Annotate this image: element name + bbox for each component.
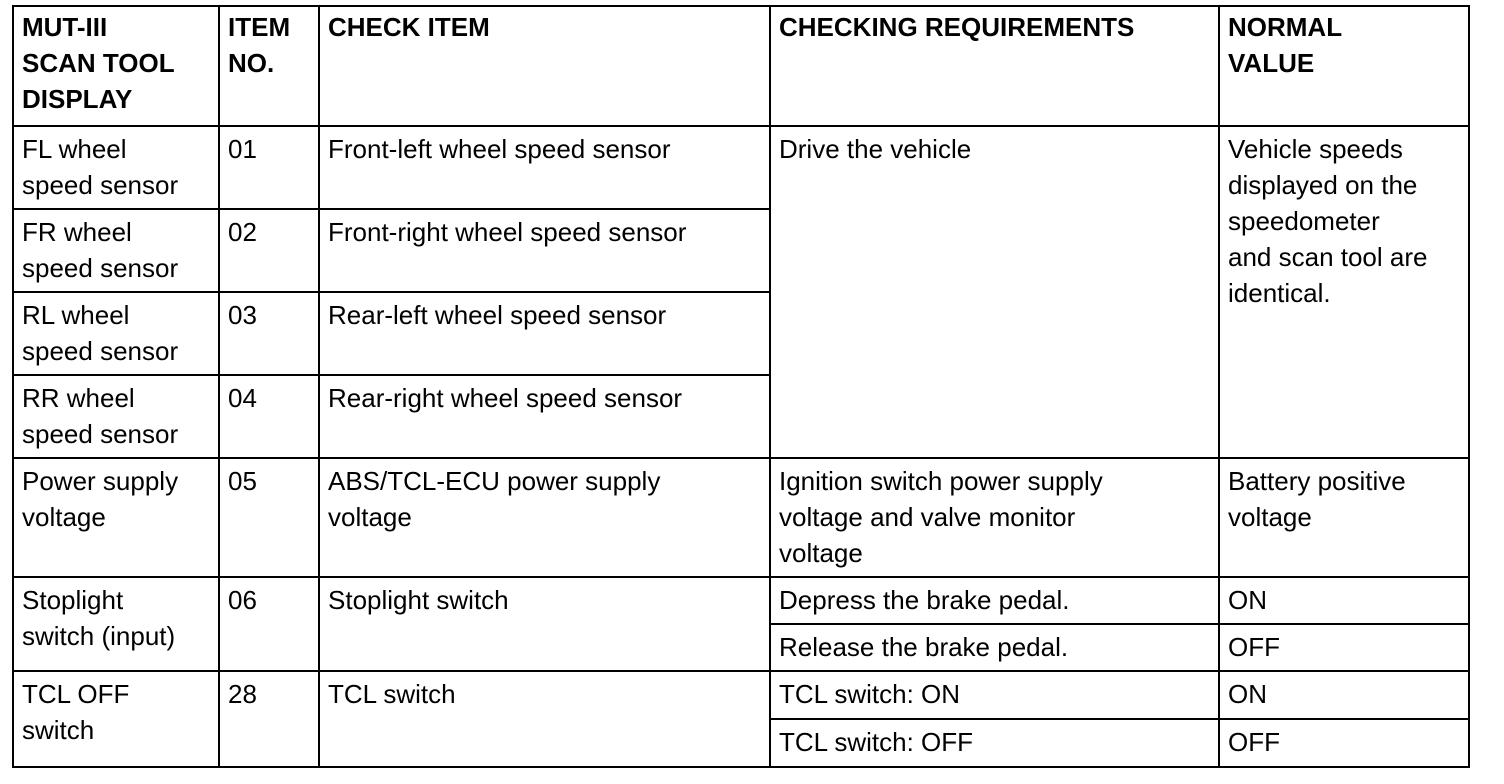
header-display: MUT-III SCAN TOOL DISPLAY bbox=[13, 6, 219, 126]
header-item-no: ITEM NO. bbox=[219, 6, 319, 126]
cell-normal-stoplight-off: OFF bbox=[1219, 624, 1469, 671]
cell-check-item-fr: Front-right wheel speed sensor bbox=[319, 209, 770, 292]
cell-display-rl: RL wheel speed sensor bbox=[13, 292, 219, 375]
cell-display-fl: FL wheel speed sensor bbox=[13, 126, 219, 209]
cell-item-no-rr: 04 bbox=[219, 375, 319, 458]
cell-normal-wheel: Vehicle speeds displayed on the speedometer and scan tool are identical. bbox=[1219, 126, 1469, 458]
cell-display-power: Power supply voltage bbox=[13, 458, 219, 577]
cell-item-no-stoplight: 06 bbox=[219, 577, 319, 671]
cell-item-no-tcl: 28 bbox=[219, 671, 319, 767]
table-row-fl bbox=[13, 126, 1469, 209]
cell-item-no-fr: 02 bbox=[219, 209, 319, 292]
cell-check-item-rl: Rear-left wheel speed sensor bbox=[319, 292, 770, 375]
cell-check-item-rr: Rear-right wheel speed sensor bbox=[319, 375, 770, 458]
cell-check-item-power: ABS/TCL-ECU power supply voltage bbox=[319, 458, 770, 577]
cell-requirement-power: Ignition switch power supply voltage and valve monitor voltage bbox=[770, 458, 1219, 577]
cell-normal-stoplight-on: ON bbox=[1219, 577, 1469, 624]
header-check-item: CHECK ITEM bbox=[319, 6, 770, 126]
cell-requirement-stoplight-release: Release the brake pedal. bbox=[770, 624, 1219, 671]
header-row bbox=[13, 6, 1469, 126]
cell-item-no-rl: 03 bbox=[219, 292, 319, 375]
cell-display-rr: RR wheel speed sensor bbox=[13, 375, 219, 458]
cell-requirement-wheel: Drive the vehicle bbox=[770, 126, 1219, 458]
table-row-stoplight-1 bbox=[13, 577, 1469, 624]
header-normal-value: NORMAL VALUE bbox=[1219, 6, 1469, 126]
cell-normal-power: Battery positive voltage bbox=[1219, 458, 1469, 577]
cell-normal-tcl-on: ON bbox=[1219, 671, 1469, 719]
cell-check-item-fl: Front-left wheel speed sensor bbox=[319, 126, 770, 209]
cell-item-no-power: 05 bbox=[219, 458, 319, 577]
cell-check-item-stoplight: Stoplight switch bbox=[319, 577, 770, 671]
table-row-power bbox=[13, 458, 1469, 577]
cell-check-item-tcl: TCL switch bbox=[319, 671, 770, 767]
table-row-tcl-1 bbox=[13, 671, 1469, 719]
header-requirements: CHECKING REQUIREMENTS bbox=[770, 6, 1219, 126]
cell-display-stoplight: Stoplight switch (input) bbox=[13, 577, 219, 671]
cell-display-fr: FR wheel speed sensor bbox=[13, 209, 219, 292]
cell-display-tcl: TCL OFF switch bbox=[13, 671, 219, 767]
cell-requirement-tcl-off: TCL switch: OFF bbox=[770, 719, 1219, 767]
cell-item-no-fl: 01 bbox=[219, 126, 319, 209]
cell-normal-tcl-off: OFF bbox=[1219, 719, 1469, 767]
cell-requirement-stoplight-depress: Depress the brake pedal. bbox=[770, 577, 1219, 624]
cell-requirement-tcl-on: TCL switch: ON bbox=[770, 671, 1219, 719]
inspection-table bbox=[12, 5, 1470, 768]
